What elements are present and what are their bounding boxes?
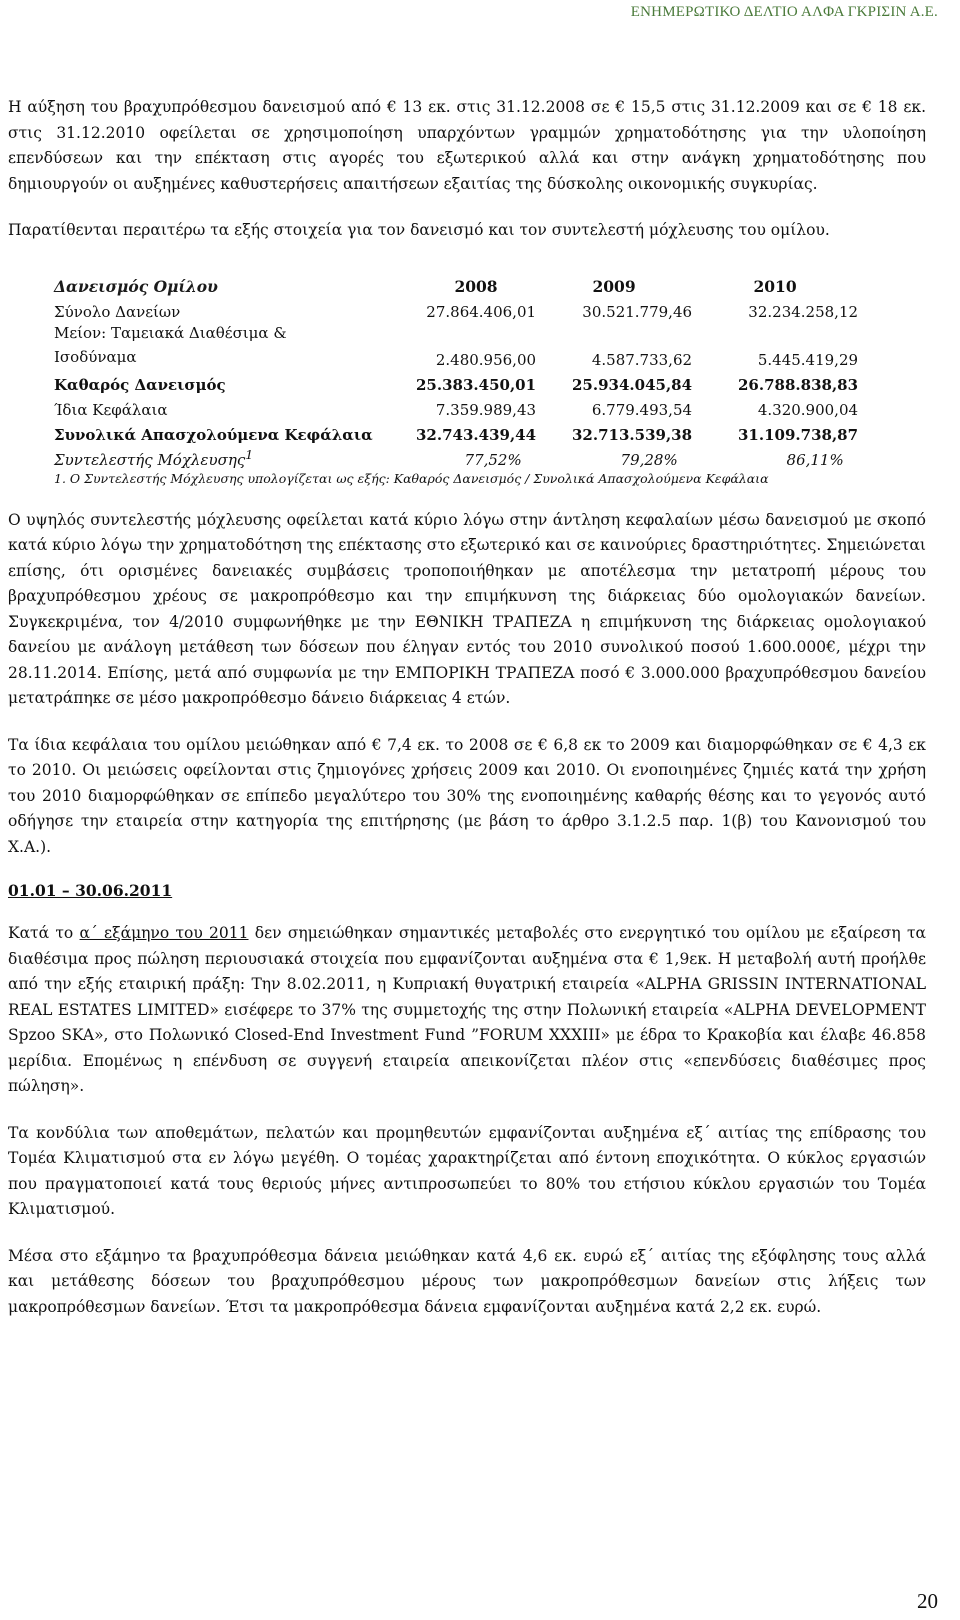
cell-value: 26.788.838,83: [738, 375, 859, 394]
row-label: Σύνολο Δανείων: [54, 302, 181, 321]
document-body: [8, 95, 926, 1320]
text-rest: δεν σημειώθηκαν σημαντικές μεταβολές στο ενεργητικό του ομίλου με εξαίρεση τα διαθέσιμα προς πώληση περιουσιακά στοιχεία που εμφανίζονται αυξημένα στα € 1,9εκ. Η μεταβολή αυτή προήλθε από την εξής εταιρική πράξη: Την 8.02.2011, η Κυπριακή θυγατρική εταιρεία «ALPHA GRISSIN INTERNATIONAL REAL ESTATES LIMITED» εισέφερε το 37% της συμμετοχής της στην Πολωνική εταιρεία «ALPHA DEVELOPMENT Spzoo SKA», στο Πολωνικό Closed-End Investment Fund ”FORUM XXXIII» με έδρα το Κρακοβία και έλαβε 46.858 μερίδια. Επομένως η επένδυση σε συγγενή εταιρεία απεικονίζεται πλέον στις «επενδύσεις διαθέσιμες προς πώληση».: [8, 924, 926, 1095]
paragraph-leverage: Ο υψηλός συντελεστής μόχλευσης οφείλεται κατά κύριο λόγω στην άντληση κεφαλαίων μέσω δανεισμού με σκοπό κατά κύριο λόγω την χρηματοδότηση της επέκτασης στο εξωτερικό και σε καινούριες δραστηριότητες. Σημειώνεται επίσης, ότι ορισμένες δανειακές συμβάσεις τροποποιήθηκαν με αποτέλεσμα την μετατροπή μέρους του βραχυπρόθεσμου χρέους σε μακροπρόθεσμο και την επιμήκυνση της διάρκειας δύο ομολογιακών δανείων. Συγκεκριμένα, τον 4/2010 συμφωνήθηκε με την ΕΘΝΙΚΗ ΤΡΑΠΕΖΑ η επιμήκυνση της διάρκειας ομολογιακού δανείου με ανάλογη μετάθεση των δόσεων που έληγαν εντός του 2010 συνολικού ποσού 1.600.000€, μέχρι την 28.11.2014. Επίσης, μετά από συμφωνία με την ΕΜΠΟΡΙΚΗ ΤΡΑΠΕΖΑ ποσό € 3.000.000 βραχυπρόθεσμου δανείου μετατράπηκε σε μέσο μακροπρόθεσμο δάνειο διάρκειας 4 ετών.: [8, 510, 926, 707]
text-lead: Κατά το: [8, 924, 80, 942]
row-label-text: Συντελεστής Μόχλευσης: [54, 450, 246, 469]
footnote-marker: 1: [245, 446, 254, 462]
cell-value: 30.521.779,46: [582, 302, 693, 321]
section-title-period: 01.01 – 30.06.2011: [8, 881, 173, 900]
cell-value: 4.587.733,62: [591, 350, 693, 369]
percent-value: 77,52%: [464, 450, 522, 469]
cell-value: [692, 444, 858, 469]
paragraph-half-year: [8, 921, 926, 1100]
percent-value: 79,28%: [620, 450, 678, 469]
cell-value: 25.383.450,01: [416, 375, 537, 394]
row-label: Συνολικά Απασχολούμενα Κεφάλαια: [54, 425, 373, 444]
text-underlined: α΄ εξάμηνο του 2011: [79, 924, 249, 942]
table-header-row: [54, 266, 858, 296]
table-row-cash: [54, 321, 858, 369]
percent-value: 86,11%: [786, 450, 844, 469]
table-row-leverage: [54, 444, 858, 469]
paragraph-equity: Τα ίδια κεφάλαια του ομίλου μειώθηκαν από € 7,4 εκ. το 2008 σε € 6,8 εκ το 2009 και διαμορφώθηκαν σε € 4,3 εκ το 2010. Οι μειώσεις οφείλονται στις ζημιογόνες χρήσεις 2009 και 2010. Οι ενοποιημένες ζημιές κατά την χρήση του 2010 διαμορφώθηκαν σε επίπεδο μεγαλύτερο του 30% της ενοποιημένης καθαρής θέσης και το γεγονός αυτό οδήγησε την εταιρεία στην κατηγορία της επιτήρησης (με βάση το άρθρο 3.1.2.5 παρ. 1(β) του Κανονισμού του Χ.Α.).: [8, 735, 926, 856]
cell-value: 31.109.738,87: [738, 425, 859, 444]
row-label-line: Ισοδύναμα: [54, 347, 137, 366]
cell-value: 25.934.045,84: [572, 375, 693, 394]
document-header: ΕΝΗΜΕΡΩΤΙΚΟ ΔΕΛΤΙΟ ΑΛΦΑ ΓΚΡΙΣΙΝ Α.Ε.: [630, 4, 938, 20]
year-header: 2009: [592, 276, 636, 296]
table-row-net-debt: [54, 369, 858, 394]
cell-value: 27.864.406,01: [426, 302, 537, 321]
cell-value: [416, 444, 536, 469]
cell-value: 4.320.900,04: [757, 400, 859, 419]
table-row-equity: [54, 394, 858, 419]
group-debt-table: [54, 266, 858, 469]
table-footnote: 1. Ο Συντελεστής Μόχλευσης υπολογίζεται ως εξής: Καθαρός Δανεισμός / Συνολικά Απασχολούμενα Κεφάλαια: [54, 470, 769, 486]
cell-value: 7.359.989,43: [435, 400, 537, 419]
cell-value: 6.779.493,54: [591, 400, 693, 419]
cell-value: [536, 444, 692, 469]
paragraph-short-term-debt: Η αύξηση του βραχυπρόθεσμου δανεισμού από € 13 εκ. στις 31.12.2008 σε € 15,5 στις 31.12.2009 και σε € 18 εκ. στις 31.12.2010 οφείλεται σε χρησιμοποίηση υπαρχόντων γραμμών χρηματοδότησης για την υλοποίηση επενδύσεων και την επέκταση στις αγορές του εξωτερικού αλλά και στην ανάγκη χρηματοδότησης που δημιουργούν οι αυξημένες καθυστερήσεις απαιτήσεων εξαιτίας της δύσκολης οικονομικής συγκυρίας.: [8, 98, 926, 193]
cell-value: 32.743.439,44: [416, 425, 537, 444]
row-label: [54, 321, 416, 369]
table-title: Δανεισμός Ομίλου: [54, 276, 218, 296]
row-label: Καθαρός Δανεισμός: [54, 375, 226, 394]
cell-value: 32.713.539,38: [572, 425, 693, 444]
row-label: Ίδια Κεφάλαια: [54, 400, 168, 419]
row-label-line: Μείον: Ταμειακά Διαθέσιμα &: [54, 323, 287, 342]
year-header: 2010: [753, 276, 797, 296]
year-header: 2008: [454, 276, 498, 296]
paragraph-short-term-loans: Μέσα στο εξάμηνο τα βραχυπρόθεσμα δάνεια μειώθηκαν κατά 4,6 εκ. ευρώ εξ΄ αιτίας της εξόφλησης τους αλλά και μετάθεσης δόσεων του βραχυπρόθεσμου μέρους των μακροπρόθεσμων δανείων στις λήξεις των μακροπρόθεσμων δανείων. Έτσι τα μακροπρόθεσμα δάνεια εμφανίζονται αυξημένα κατά 2,2 εκ. ευρώ.: [8, 1246, 926, 1316]
cell-value: 2.480.956,00: [435, 350, 537, 369]
page-number: 20: [917, 1589, 938, 1613]
paragraph-inventories: Τα κονδύλια των αποθεμάτων, πελατών και προμηθευτών εμφανίζονται αυξημένα εξ΄ αιτίας της επίδρασης του Τομέα Κλιματισμού στα εν λόγω μεγέθη. Ο τομέας χαρακτηρίζεται από έντονη εποχικότητα. Ο κύκλος εργασιών που πραγματοποιεί κατά τους θεριούς μήνες αντιπροσωπεύει το 80% του ετήσιου κύκλου εργασιών του Τομέα Κλιματισμού.: [8, 1123, 926, 1218]
table-row-total-capital: [54, 419, 858, 444]
paragraph-table-intro: Παρατίθενται περαιτέρω τα εξής στοιχεία για τον δανεισμό και τον συντελεστή μόχλευσης του ομίλου.: [8, 221, 830, 239]
cell-value: 5.445.419,29: [757, 350, 859, 369]
cell-value: 32.234.258,12: [748, 302, 859, 321]
row-label: [54, 444, 416, 469]
table-row-total-loans: [54, 296, 858, 321]
